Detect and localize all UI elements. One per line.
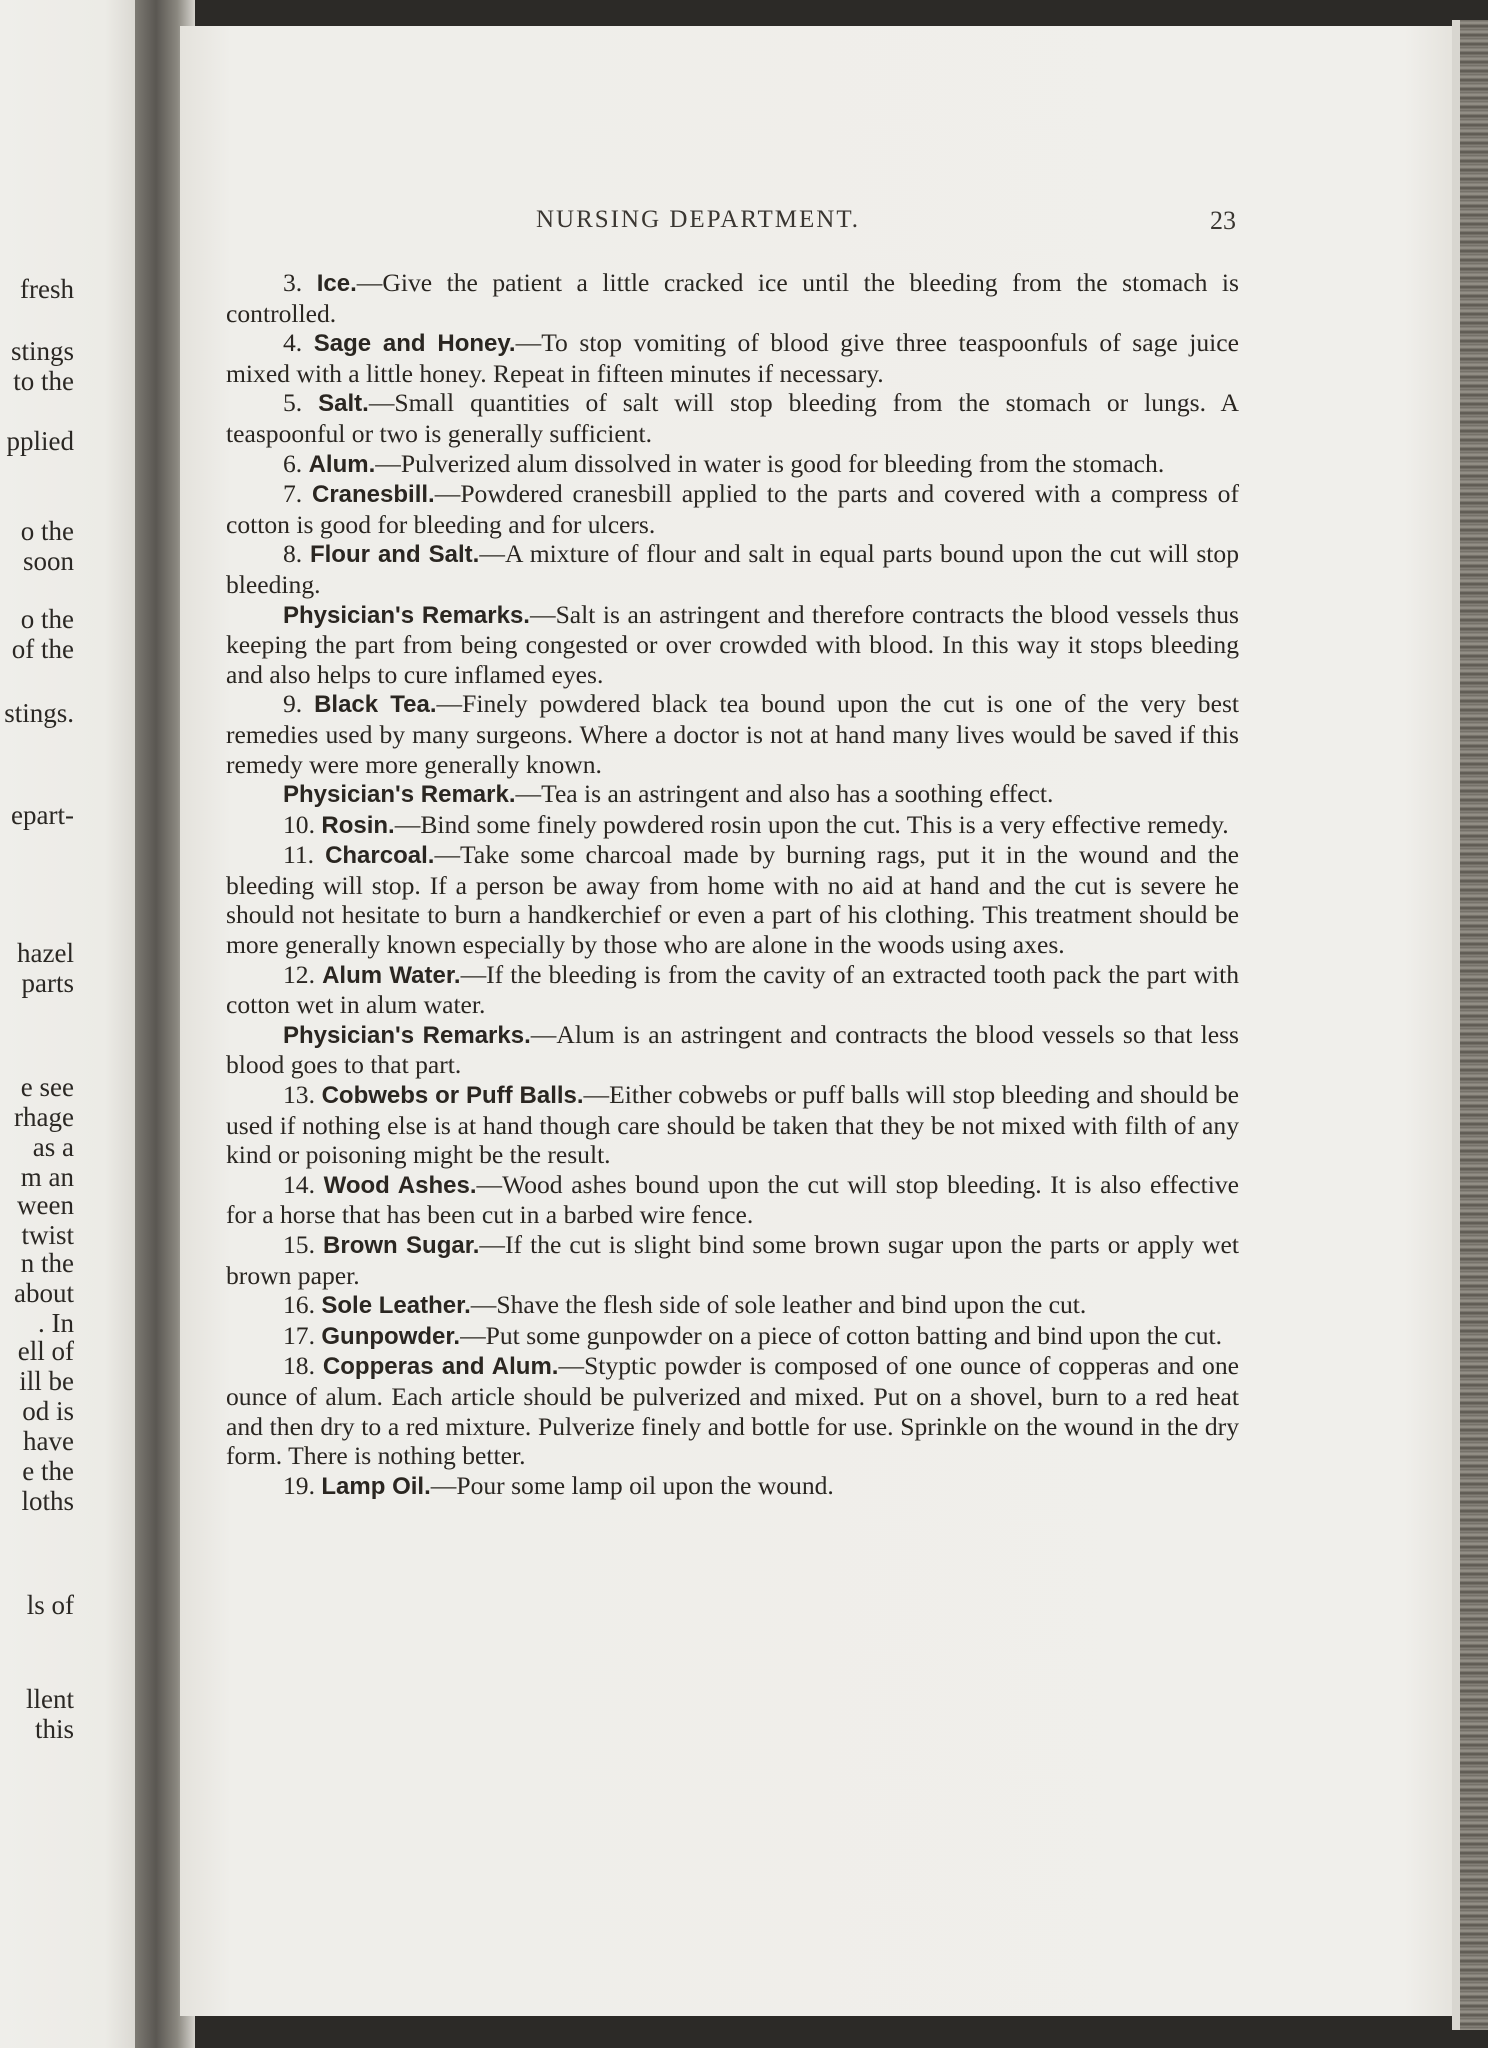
- remedy-title: Sole Leather.: [321, 1292, 471, 1320]
- remedy-paragraph: [226, 1290, 1239, 1321]
- facing-page-line: hazel: [17, 938, 74, 968]
- facing-page-line: of the: [11, 634, 74, 664]
- remedy-paragraph: [226, 1230, 1239, 1290]
- facing-page-line: fresh: [20, 274, 74, 304]
- facing-page-line: ill be: [19, 1366, 74, 1396]
- facing-page-line: about: [14, 1278, 74, 1308]
- remedy-title: Brown Sugar.: [323, 1232, 480, 1259]
- facing-page-line: o the: [20, 516, 74, 546]
- remedy-number: 13.: [283, 1080, 322, 1110]
- remedy-title: Flour and Salt.: [309, 541, 480, 569]
- remedy-text: —A mixture of flour and salt in equal parts bound upon the cut will stop bleeding.: [226, 539, 1239, 599]
- remedy-paragraph: [226, 268, 1239, 328]
- facing-page-line: llent: [26, 1684, 74, 1714]
- remedy-number: 11.: [283, 840, 326, 870]
- remedy-number: 9.: [283, 689, 315, 719]
- running-head: NURSING DEPARTMENT.: [536, 206, 861, 233]
- facing-page-line: have: [23, 1426, 74, 1456]
- remedy-number: 10.: [283, 809, 322, 839]
- facing-page-line: e see: [20, 1072, 74, 1102]
- page-number: 23: [1210, 206, 1236, 235]
- remedy-paragraph: [226, 600, 1239, 690]
- remedy-title: Wood Ashes.: [323, 1171, 477, 1199]
- remedy-paragraph: [226, 840, 1239, 959]
- remedy-number: 19.: [283, 1470, 322, 1500]
- remedy-title: Cobwebs or Puff Balls.: [321, 1082, 584, 1110]
- facing-page-line: pplied: [6, 426, 74, 456]
- remedy-number: 4.: [283, 328, 314, 358]
- facing-page-line: loths: [21, 1486, 74, 1516]
- remedy-paragraph: [226, 689, 1239, 779]
- remedy-paragraph: [226, 960, 1239, 1020]
- remedy-text: —If the bleeding is from the cavity of an extracted tooth pack the part with cotton wet in alum water.: [226, 959, 1239, 1020]
- remedy-title: Physician's Remarks.: [283, 1021, 531, 1049]
- remedy-text: —Salt is an astringent and therefore contracts the blood vessels thus keeping the part from being congested or over crowded with blood. In this way it stops bleeding and also helps to cure inflamed eyes.: [226, 599, 1240, 689]
- remedy-text: —To stop vomiting of blood give three teaspoonfuls of sage juice mixed with a little honey. Repeat in fifteen minutes if necessary.: [226, 328, 1239, 388]
- body-text: [226, 268, 1239, 1501]
- page-edges: [1452, 20, 1488, 2030]
- remedy-paragraph: [226, 539, 1239, 599]
- remedy-text: —Pour some lamp oil upon the wound.: [430, 1470, 834, 1500]
- facing-page: [0, 0, 150, 2048]
- remedy-title: Sage and Honey.: [313, 330, 516, 358]
- remedy-number: 3.: [283, 268, 317, 297]
- remedy-number: 15.: [283, 1230, 324, 1259]
- remedy-text: —Either cobwebs or puff balls will stop bleeding and should be used if nothing else is at hand though care should be taken that they be not mixed with filth of any kind or poisoning might be the result.: [226, 1080, 1239, 1170]
- remedy-paragraph: [226, 388, 1239, 448]
- remedy-title: Physician's Remark.: [283, 781, 516, 809]
- remedy-title: Ice.: [316, 270, 357, 297]
- facing-page-line: o the: [20, 604, 74, 634]
- remedy-paragraph: [226, 1020, 1239, 1080]
- remedy-title: Rosin.: [321, 811, 395, 839]
- facing-page-line: rhage: [14, 1102, 74, 1132]
- remedy-paragraph: [226, 1351, 1239, 1470]
- facing-page-line: this: [34, 1714, 74, 1744]
- remedy-text: —Pulverized alum dissolved in water is good for bleeding from the stomach.: [375, 448, 1165, 478]
- remedy-text: —If the cut is slight bind some brown sugar upon the parts or apply wet brown paper.: [226, 1230, 1239, 1290]
- remedy-paragraph: [226, 328, 1239, 388]
- remedy-title: Gunpowder.: [321, 1322, 461, 1350]
- remedy-paragraph: [226, 810, 1239, 841]
- remedy-text: —Small quantities of salt will stop bleeding from the stomach or lungs. A teaspoonful or two is generally sufficient.: [226, 388, 1240, 448]
- remedy-title: Cranesbill.: [312, 481, 435, 509]
- facing-page-line: m an: [20, 1162, 74, 1192]
- facing-page-line: . In: [38, 1308, 74, 1338]
- facing-page-line: od is: [22, 1396, 74, 1426]
- remedy-text: —Tea is an astringent and also has a soothing effect.: [515, 779, 1054, 809]
- remedy-number: 7.: [283, 479, 312, 509]
- remedy-number: 14.: [283, 1169, 324, 1199]
- remedy-title: Copperas and Alum.: [322, 1353, 559, 1381]
- remedy-paragraph: [226, 1170, 1239, 1230]
- remedy-number: 17.: [283, 1320, 322, 1350]
- remedy-text: —Finely powdered black tea bound upon the cut is one of the very best remedies used by many surgeons. Where a doctor is not at hand many lives would be saved if this remedy were more generally known.: [226, 689, 1240, 779]
- remedy-text: —Powdered cranesbill applied to the parts and covered with a compress of cotton is good for bleeding and for ulcers.: [226, 479, 1239, 539]
- remedy-text: —Styptic powder is composed of one ounce of copperas and one ounce of alum. Each article should be pulverized and mixed. Put on a shovel, burn to a red heat and then dry to a red mixture. Pulverize finely and bottle for use. Sprinkle on the wound in the dry form. There is nothing better.: [226, 1351, 1240, 1471]
- remedy-title: Alum.: [308, 450, 376, 478]
- facing-page-line: ween: [17, 1190, 74, 1220]
- remedy-paragraph: [226, 449, 1239, 480]
- remedy-number: 8.: [283, 539, 310, 569]
- remedy-number: 18.: [283, 1351, 323, 1381]
- facing-page-line: epart-: [11, 800, 74, 830]
- remedy-paragraph: [226, 1471, 1239, 1502]
- remedy-text: —Alum is an astringent and contracts the blood vessels so that less blood goes to that part.: [226, 1019, 1239, 1080]
- remedy-title: Charcoal.: [325, 842, 435, 870]
- remedy-paragraph: [226, 479, 1239, 539]
- remedy-title: Lamp Oil.: [321, 1472, 431, 1500]
- remedy-number: 5.: [283, 388, 319, 418]
- remedy-paragraph: [226, 1080, 1239, 1170]
- remedy-paragraph: [226, 779, 1239, 810]
- remedy-text: —Shave the flesh side of sole leather and bind upon the cut.: [470, 1290, 1087, 1320]
- facing-page-line: stings: [10, 336, 74, 366]
- facing-page-line: parts: [21, 968, 74, 998]
- facing-page-line: ell of: [17, 1336, 74, 1366]
- remedy-text: —Give the patient a little cracked ice until the bleeding from the stomach is controlled.: [226, 268, 1239, 328]
- remedy-paragraph: [226, 1321, 1239, 1352]
- remedy-text: —Take some charcoal made by burning rags, put it in the wound and the bleeding will stop. If a person be away from home with no aid at hand and the cut is severe he should not hesitate to burn a handkerchief or even a part of his clothing. This treatment should be more generally known especially by those who are alone in the woods using axes.: [226, 840, 1239, 960]
- remedy-title: Black Tea.: [314, 691, 437, 719]
- remedy-title: Alum Water.: [322, 961, 461, 989]
- remedy-text: —Put some gunpowder on a piece of cotton batting and bind upon the cut.: [460, 1320, 1223, 1350]
- facing-page-line: to the: [13, 366, 74, 396]
- facing-page-line: stings.: [4, 698, 74, 728]
- remedy-text: —Bind some finely powdered rosin upon the cut. This is a very effective remedy.: [394, 809, 1229, 839]
- remedy-number: 12.: [283, 959, 323, 989]
- facing-page-line: e the: [22, 1456, 74, 1486]
- remedy-number: 6.: [283, 448, 309, 478]
- facing-page-line: as a: [32, 1132, 74, 1162]
- facing-page-line: ls of: [26, 1590, 74, 1620]
- remedy-text: —Wood ashes bound upon the cut will stop bleeding. It is also effective for a horse that has been cut in a barbed wire fence.: [226, 1169, 1239, 1230]
- facing-page-line: soon: [22, 546, 74, 576]
- facing-page-line: n the: [20, 1248, 74, 1278]
- remedy-title: Physician's Remarks.: [283, 601, 530, 629]
- remedy-number: 16.: [283, 1290, 322, 1320]
- remedy-title: Salt.: [318, 390, 369, 418]
- facing-page-line: twist: [21, 1220, 74, 1250]
